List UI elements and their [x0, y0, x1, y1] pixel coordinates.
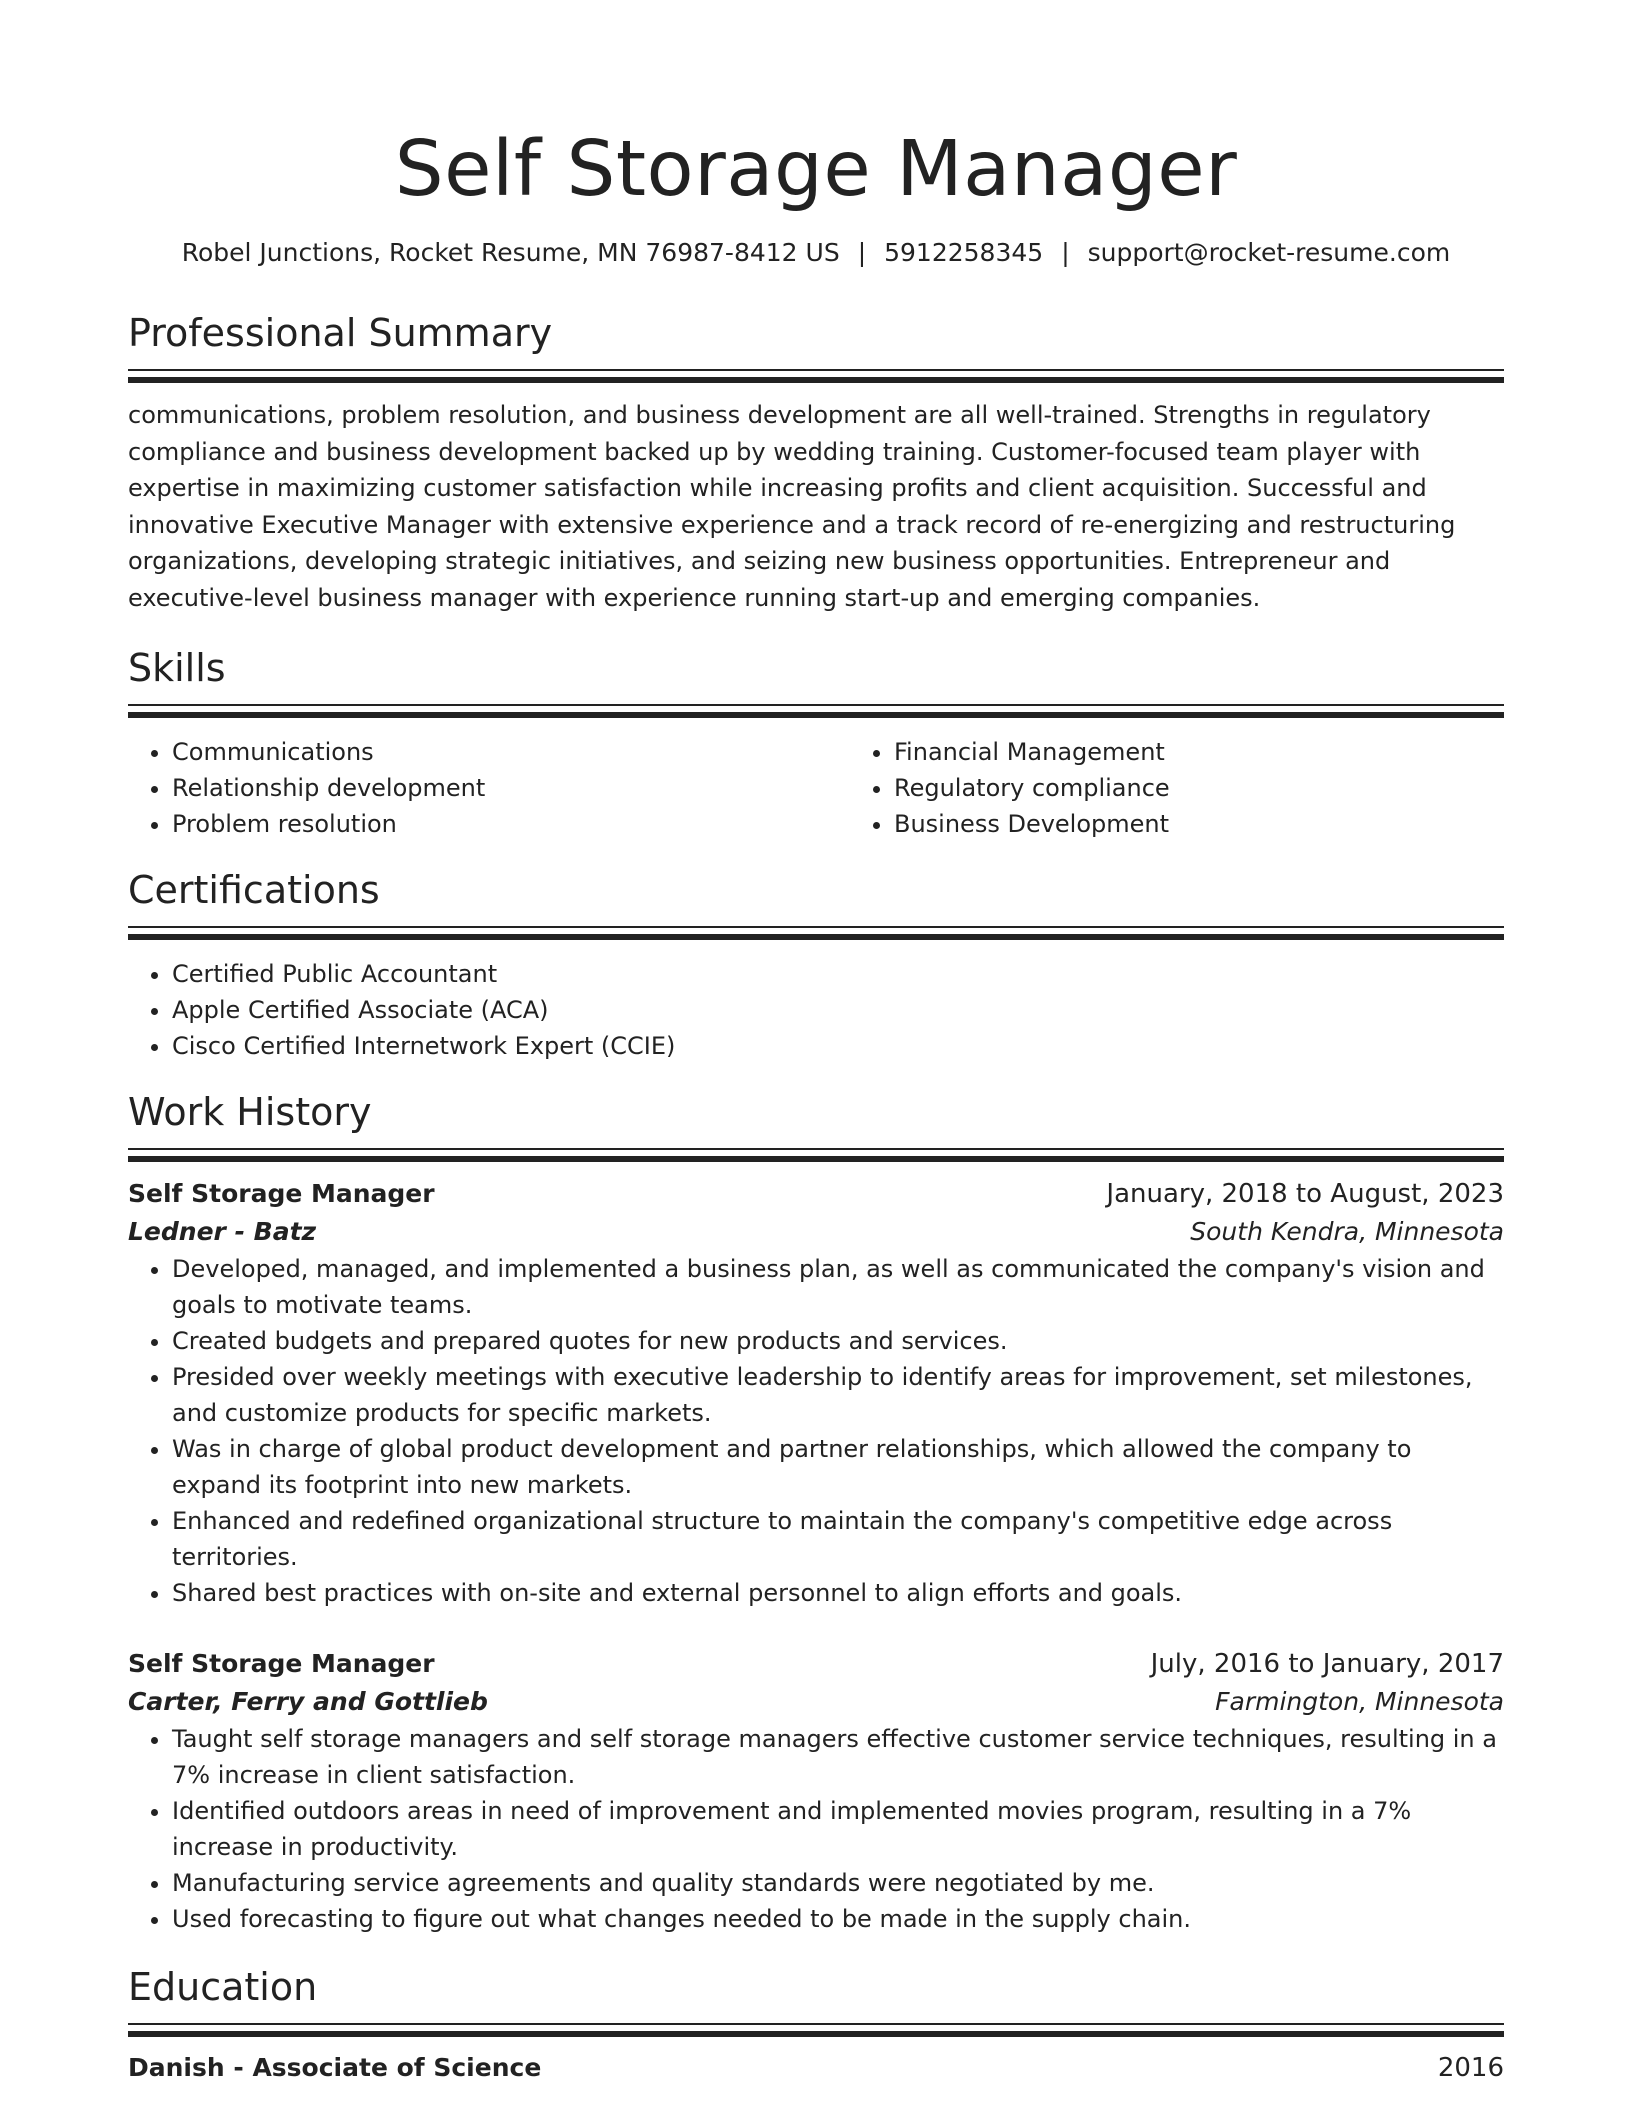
job-location: South Kendra, Minnesota	[1190, 1217, 1504, 1246]
job-bullet: • Enhanced and redefined organizational structure to maintain the company's competitive edge across territories.	[172, 1503, 1504, 1575]
skills-section	[128, 643, 1504, 842]
job-bullet: • Shared best practices with on-site and external personnel to align efforts and goals.	[172, 1575, 1504, 1611]
skills-list-left	[128, 734, 850, 842]
contact-line	[128, 237, 1504, 269]
contact-separator: |	[857, 238, 867, 267]
job-bullet: • Developed, managed, and implemented a business plan, as well as communicated the company's vision and goals to motivate teams.	[172, 1251, 1504, 1323]
job-subheader	[128, 1683, 1504, 1721]
skill-item: • Communications	[172, 734, 850, 770]
skill-item: • Business Development	[894, 806, 1572, 842]
job-bullet: • Taught self storage managers and self storage managers effective customer service techniques, resulting in a 7% increase in client satisfaction.	[172, 1721, 1504, 1793]
contact-address: Robel Junctions, Rocket Resume, MN 76987-8412 US	[181, 238, 840, 267]
section-rule	[128, 926, 1504, 940]
certifications-list	[128, 956, 1504, 1064]
work-section	[128, 1087, 1504, 1937]
skill-item: • Financial Management	[894, 734, 1572, 770]
job-employer: Carter, Ferry and Gottlieb	[128, 1687, 488, 1716]
skill-item: • Regulatory compliance	[894, 770, 1572, 806]
job-subheader	[128, 1213, 1504, 1251]
job-bullet: • Identified outdoors areas in need of improvement and implemented movies program, resulting in a 7% increase in productivity.	[172, 1793, 1504, 1865]
job-header	[128, 1175, 1504, 1213]
job-bullet: • Created budgets and prepared quotes for new products and services.	[172, 1323, 1504, 1359]
summary-heading: Professional Summary	[128, 311, 553, 355]
education-entry	[128, 2049, 1504, 2087]
skills-heading: Skills	[128, 646, 226, 690]
job-location: Farmington, Minnesota	[1215, 1687, 1504, 1716]
job-bullet: • Presided over weekly meetings with executive leadership to identify areas for improvement, set milestones, and customize products for specific markets.	[172, 1359, 1504, 1431]
job-title: Self Storage Manager	[128, 1179, 435, 1208]
job-header	[128, 1645, 1504, 1683]
job-entry	[128, 1175, 1504, 1611]
education-heading: Education	[128, 1965, 318, 2009]
skill-item: • Problem resolution	[172, 806, 850, 842]
skill-item: • Relationship development	[172, 770, 850, 806]
certification-item: • Apple Certified Associate (ACA)	[172, 992, 1504, 1028]
job-bullet: • Was in charge of global product development and partner relationships, which allowed the company to expand its footprint into new markets.	[172, 1431, 1504, 1503]
certifications-section	[128, 865, 1504, 1064]
section-rule	[128, 2023, 1504, 2037]
contact-separator: |	[1061, 238, 1070, 267]
job-dates: January, 2018 to August, 2023	[1106, 1179, 1504, 1209]
work-heading: Work History	[128, 1090, 372, 1134]
skills-list-right	[850, 734, 1572, 842]
education-section	[128, 1962, 1504, 2087]
skills-columns	[128, 734, 1504, 842]
certification-item: • Cisco Certified Internetwork Expert (CCIE)	[172, 1028, 1504, 1064]
education-year: 2016	[1437, 2053, 1504, 2083]
job-title: Self Storage Manager	[128, 1649, 435, 1678]
summary-text: communications, problem resolution, and business development are all well-trained. Strengths in regulatory compliance and business development backed up by wedding training. Customer-focused team player with expertise in maximizing customer satisfaction while increasing profits and client acquisition. Successful and innovative Executive Manager with extensive experience and a track record of re-energizing and restructuring organizations, developing strategic initiatives, and seizing new business opportunities. Entrepreneur and executive-level business manager with experience running start-up and emerging companies.	[128, 401, 1456, 612]
certification-item: • Certified Public Accountant	[172, 956, 1504, 992]
job-employer: Ledner - Batz	[128, 1217, 317, 1246]
job-entry	[128, 1645, 1504, 1937]
summary-section	[128, 308, 1504, 616]
job-bullets	[128, 1251, 1504, 1611]
certifications-heading: Certifications	[128, 868, 380, 912]
resume-name: Self Storage Manager	[394, 125, 1238, 214]
job-bullet: • Manufacturing service agreements and quality standards were negotiated by me.	[172, 1865, 1504, 1901]
section-rule	[128, 1148, 1504, 1162]
section-rule	[128, 369, 1504, 383]
job-bullets	[128, 1721, 1504, 1937]
contact-phone: 5912258345	[884, 238, 1044, 267]
job-bullet: • Used forecasting to figure out what changes needed to be made in the supply chain.	[172, 1901, 1504, 1937]
job-dates: July, 2016 to January, 2017	[1150, 1649, 1504, 1679]
resume-content	[128, 0, 1504, 2087]
education-degree: Danish - Associate of Science	[128, 2053, 542, 2082]
contact-email: support@rocket-resume.com	[1087, 238, 1451, 267]
section-rule	[128, 704, 1504, 718]
